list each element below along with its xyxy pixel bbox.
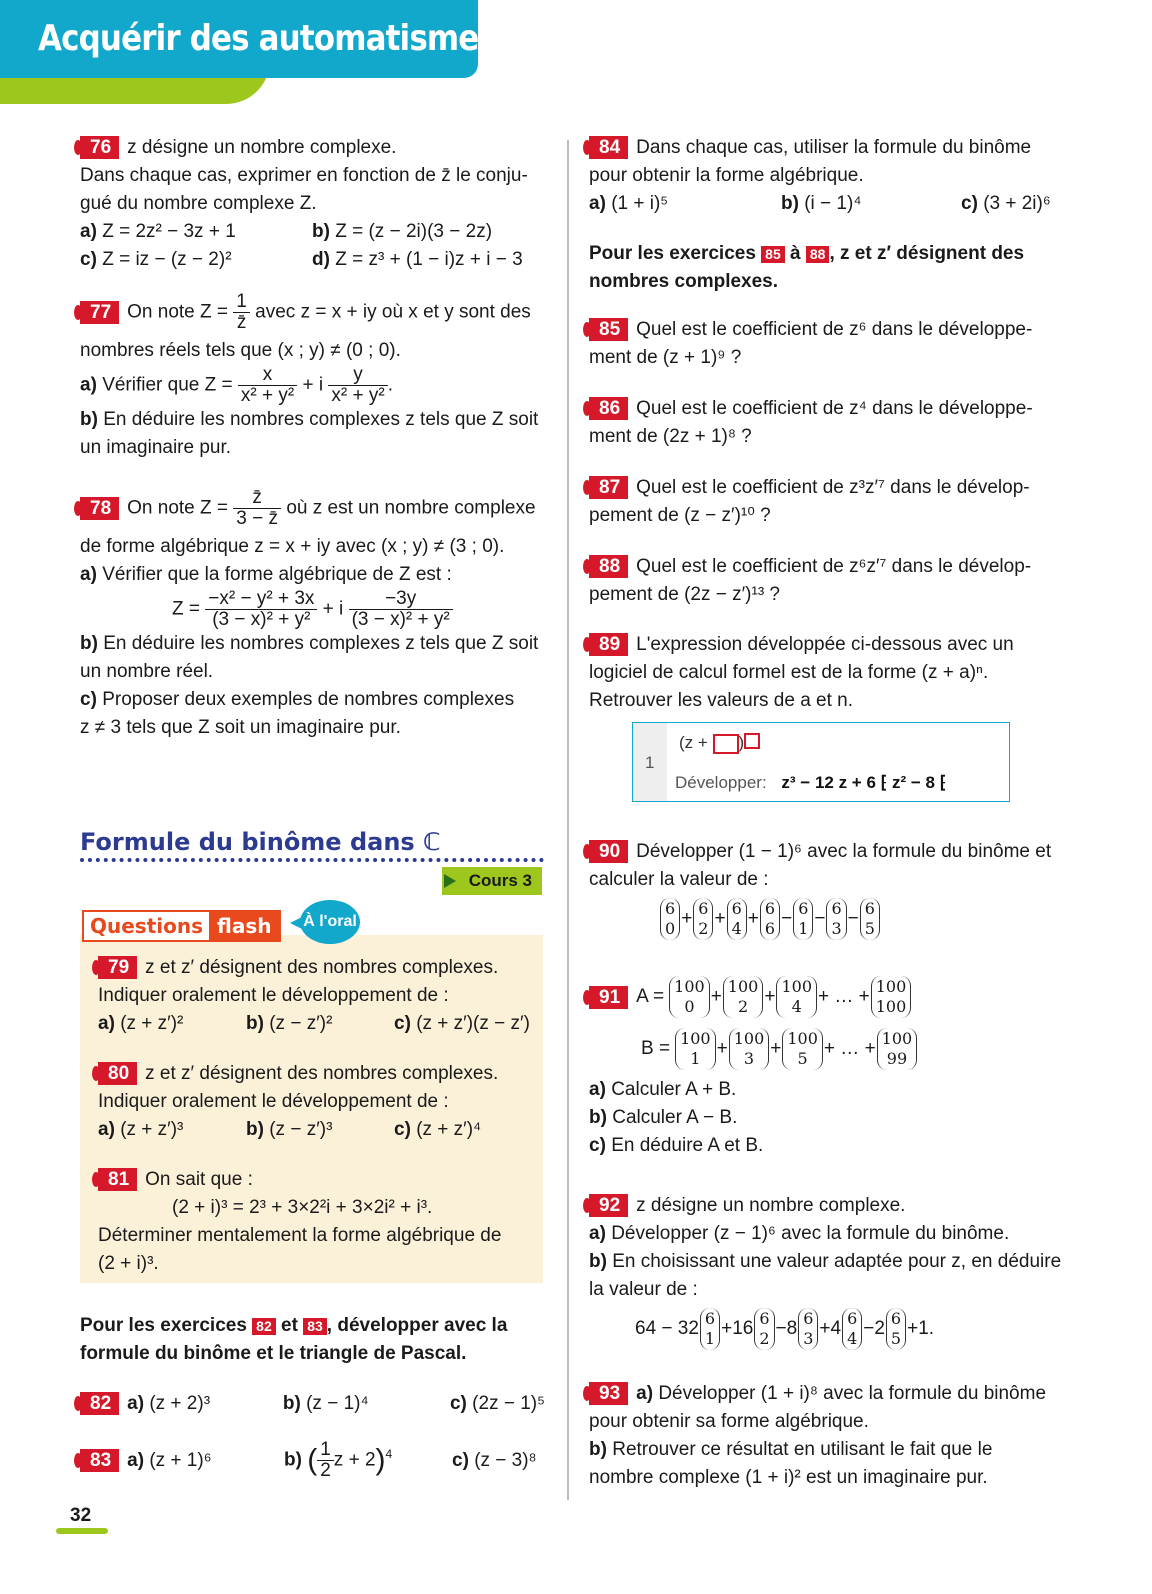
exercise-number: 90: [589, 840, 628, 863]
exercise-92: 92 z désigne un nombre complexe. a) Développer (z − 1)⁶ avec la formule du binôme. b) En choisissant une valeur adaptée pour z, en déduire la valeur de : 64 − 32 6 1 +16 6 2 −8 6 3 +4 6 4 −2 6 5 +1.: [589, 1195, 1062, 1348]
exercise-number: 86: [589, 397, 628, 420]
exercise-82: 82 a) (z + 2)³ b) (z − 1)⁴ c) (2z − 1)⁵: [80, 1390, 545, 1418]
exercise-number: 91: [589, 986, 628, 1009]
exercise-number: 84: [589, 136, 628, 159]
exercise-83: 83 a) (z + 1)⁶ b) ( $\frac{1}{2}$ z + 2)$^4$ c) (z − 3)⁸: [80, 1440, 545, 1481]
exercise-number: 78: [80, 497, 119, 520]
exercise-86: 86 Quel est le coefficient de z⁴ dans le développe- ment de (2z + 1)⁸ ?: [589, 398, 1033, 447]
exercise-number: 93: [589, 1382, 628, 1405]
questions-flash-title: Questions flash: [82, 910, 281, 942]
exercise-number: 89: [589, 633, 628, 656]
page-title: Acquérir des automatismes: [38, 18, 496, 59]
placeholder-box: [713, 734, 739, 754]
exercise-87: 87 Quel est le coefficient de z³z′⁷ dans le dévelop- pement de (z − z′)¹⁰ ?: [589, 477, 1030, 526]
exercise-intro-82-83: Pour les exercices 82 et 83 , développer avec la formule du binôme et le triangle de Pascal.: [80, 1315, 508, 1364]
exercise-number: 85: [589, 318, 628, 341]
exercise-81: 81 On sait que : (2 + i)³ = 2³ + 3×2²i + 3×2i² + i³. Déterminer mentalement la forme algébrique de (2 + i)³.: [98, 1169, 502, 1274]
exercise-78: 78 On note Z = $\frac{z̄}{3 - z̄}$ où z est un nombre complexe de forme algébrique z = x + iy avec (x ; y) ≠ (3 ; 0). a) Vérifier que la forme algébrique de Z est : Z = $\frac{\text{−x² − y² + 3x}}{\text{(3 − x)² + y²}}$ + i $\frac{-3y}{\text{(3 − x)² + y²}}$ b) En déduire les nombres complexes z tels que Z soit un nombre réel. c) Proposer deux exemples de nombres complexes z ≠ 3 tels que Z soit un imaginaire pur.: [80, 487, 539, 738]
page-number: 32: [70, 1505, 92, 1526]
exercise-number: 83: [80, 1449, 119, 1472]
exercise-85: 85 Quel est le coefficient de z⁶ dans le développe- ment de (z + 1)⁹ ?: [589, 319, 1033, 368]
oral-badge: À l'oral: [300, 900, 360, 944]
exercise-77: 77 On note Z = $\frac{1}{z̄}$ avec z = x + iy où x et y sont des nombres réels tels que (x ; y) ≠ (0 ; 0). a) Vérifier que Z = $\frac{x}{\text{x² + y²}}$ + i $\frac{y}{\text{x² + y²}}$ . b) En déduire les nombres complexes z tels que Z soit un imaginaire pur.: [80, 291, 539, 458]
cas-input[interactable]: (z + ): [679, 733, 760, 754]
page-number-accent: [56, 1528, 108, 1534]
exercise-number: 87: [589, 476, 628, 499]
arrow-icon: [444, 874, 456, 888]
exercise-intro-85-88: Pour les exercices 85 à 88 , z et z′ désignent des nombres complexes.: [589, 243, 1025, 292]
exercise-91: 91 A = 100 0 + 100 2 + 100 4 + … + 100 100 B = 100 1 + 100 3 + 100 5 + … + 100 99 a) Calculer A + B. b) Calculer A − B. c) En déduire A et B.: [589, 976, 1054, 1160]
exercise-79: 79 z et z′ désignent des nombres complexes. Indiquer oralement le développement de : a) (z + z′)² b) (z − z′)² c) (z + z′)(z − z′): [98, 957, 530, 1034]
exercise-80: 80 z et z′ désignent des nombres complexes. Indiquer oralement le développement de : a) (z + z′)³ b) (z − z′)³ c) (z + z′)⁴: [98, 1063, 499, 1140]
exercise-number: 82: [80, 1392, 119, 1415]
cas-screenshot: 1 (z + ) Développer: z³ − 12 z + 6 ⁅ z² − 8 ⁅: [632, 722, 1010, 802]
exercise-number: 80: [98, 1062, 137, 1085]
exercise-93: 93 a) Développer (1 + i)⁸ avec la formule du binôme pour obtenir sa forme algébrique. b) Retrouver ce résultat en utilisant le fait que le nombre complexe (1 + i)² est un imaginaire pur.: [589, 1383, 1047, 1488]
exercise-90: 90 Développer (1 − 1)⁶ avec la formule du binôme et calculer la valeur de : 6 0 + 6 2 + 6 4 + 6 6 − 6 1 − 6 3 − 6 5: [589, 841, 1052, 938]
exercise-number: 77: [80, 301, 119, 324]
column-divider: [567, 140, 569, 1500]
exercise-76: 76 z désigne un nombre complexe. Dans chaque cas, exprimer en fonction de z̄ le conju- gué du nombre complexe Z. a) Z = 2z² − 3z + 1 b) Z = (z − 2i)(3 − 2z) c) Z = iz − (z − 2)² d) Z = z³ + (1 − i)z + i − 3: [80, 137, 528, 270]
section-title: Formule du binôme dans ℂ: [80, 828, 441, 856]
dotted-divider: [80, 858, 544, 862]
exercise-number: 81: [98, 1168, 137, 1191]
exercise-88: 88 Quel est le coefficient de z⁶z′⁷ dans le dévelop- pement de (2z − z′)¹³ ?: [589, 556, 1032, 605]
exercise-84: 84 Dans chaque cas, utiliser la formule du binôme pour obtenir la forme algébrique. a) (1 + i)⁵ b) (i − 1)⁴ c) (3 + 2i)⁶: [589, 137, 1051, 214]
cours-link[interactable]: Cours 3: [442, 867, 542, 895]
fraction: $\frac{1}{z̄}$: [233, 292, 250, 333]
exercise-89: 89 L'expression développée ci-dessous avec un logiciel de calcul formel est de la forme (z + a)ⁿ. Retrouver les valeurs de a et n.: [589, 634, 1014, 711]
exponent-box: [744, 733, 760, 749]
exercise-number: 76: [80, 136, 119, 159]
exercise-number: 88: [589, 555, 628, 578]
exercise-number: 92: [589, 1194, 628, 1217]
exercise-number: 79: [98, 956, 137, 979]
